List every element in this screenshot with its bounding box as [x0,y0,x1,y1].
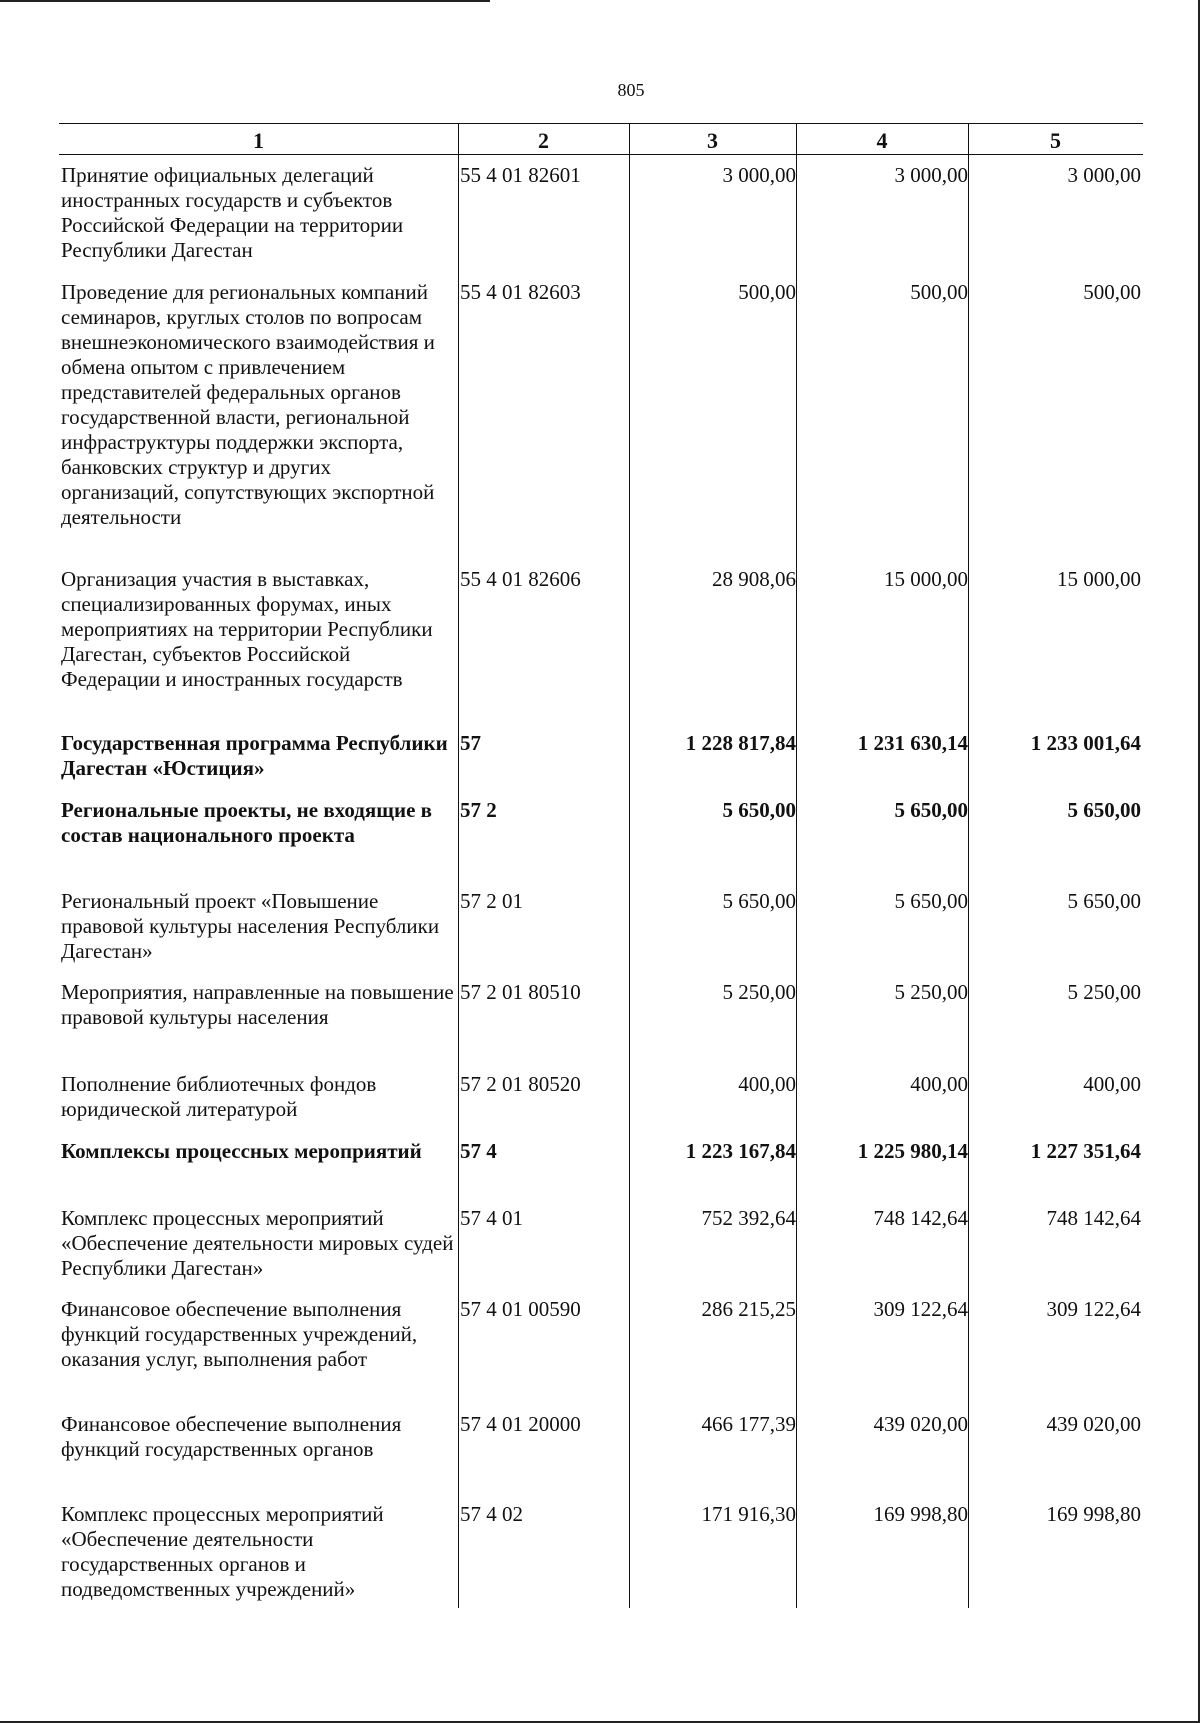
row-code: 57 2 01 80520 [460,1072,581,1096]
row-code: 57 4 01 20000 [460,1412,581,1436]
row-code: 57 [460,731,481,755]
row-description: Принятие официальных делегаций иностранных государств и субъектов Российской Федерации на территории Республики Дагестан [61,163,404,262]
column-divider-1 [458,123,459,1608]
header-col-2: 2 [538,128,549,153]
scan-border-top [0,0,490,2]
row-value-col3: 500,00 [738,280,796,304]
row-value-col4: 5 650,00 [894,889,968,913]
row-value-col5: 5 650,00 [1067,798,1141,822]
row-value-col5: 5 250,00 [1067,980,1141,1004]
row-value-col4: 15 000,00 [884,567,968,591]
row-value-col5: 1 227 351,64 [1030,1139,1141,1163]
row-value-col4: 309 122,64 [873,1297,968,1321]
row-value-col3: 5 250,00 [722,980,796,1004]
row-description: Проведение для региональных компаний семинаров, круглых столов по вопросам внешнеэкономического взаимодействия и обмена опытом с привлечением представителей федеральных органов государственной власти, региональной инфраструктуры поддержки экспорта, банковских структур и других организаций, сопутствующих экспортной деятельности [61,280,435,529]
row-value-col3: 171 916,30 [701,1502,796,1526]
row-description: Финансовое обеспечение выполнения функций государственных учреждений, оказания услуг, выполнения работ [61,1297,418,1371]
row-value-col4: 5 650,00 [894,798,968,822]
row-value-col4: 3 000,00 [894,163,968,187]
row-description: Организация участия в выставках, специализированных форумах, иных мероприятиях на территории Республики Дагестан, субъектов Российской Федерации и иностранных государств [61,567,433,691]
header-col-3: 3 [707,128,718,153]
table-header-row [59,124,1143,154]
row-value-col3: 400,00 [738,1072,796,1096]
row-value-col5: 5 650,00 [1067,889,1141,913]
row-description: Государственная программа Республики Дагестан «Юстиция» [61,731,448,780]
row-value-col3: 28 908,06 [712,567,796,591]
header-col-4: 4 [876,128,888,153]
row-code: 55 4 01 82606 [460,567,581,591]
row-value-col3: 286 215,25 [701,1297,796,1321]
row-value-col5: 400,00 [1083,1072,1141,1096]
row-value-col4: 748 142,64 [873,1206,968,1230]
row-value-col5: 169 998,80 [1046,1502,1141,1526]
row-value-col4: 400,00 [910,1072,968,1096]
row-code: 57 2 01 [460,889,523,913]
row-description: Комплекс процессных мероприятий «Обеспечение деятельности мировых судей Республики Дагестан» [61,1206,454,1280]
row-value-col5: 748 142,64 [1046,1206,1141,1230]
header-col-1: 1 [253,128,264,153]
row-code: 57 2 [460,798,497,822]
header-col-5: 5 [1050,128,1061,153]
row-code: 57 4 02 [460,1502,523,1526]
row-value-col4: 1 231 630,14 [857,731,968,755]
row-code: 57 4 [460,1139,497,1163]
row-value-col5: 500,00 [1083,280,1141,304]
column-divider-2 [629,123,630,1608]
row-value-col4: 169 998,80 [873,1502,968,1526]
row-value-col5: 3 000,00 [1067,163,1141,187]
row-value-col4: 500,00 [910,280,968,304]
row-value-col5: 15 000,00 [1057,567,1141,591]
column-divider-4 [968,123,969,1608]
row-description: Финансовое обеспечение выполнения функций государственных органов [61,1412,402,1461]
row-value-col3: 3 000,00 [722,163,796,187]
row-value-col4: 1 225 980,14 [857,1139,968,1163]
row-description: Региональные проекты, не входящие в состав национального проекта [61,798,432,847]
row-description: Пополнение библиотечных фондов юридической литературой [61,1072,377,1121]
column-divider-3 [796,123,797,1608]
row-value-col5: 439 020,00 [1046,1412,1141,1436]
row-value-col5: 1 233 001,64 [1030,731,1141,755]
row-value-col4: 5 250,00 [894,980,968,1004]
row-description: Мероприятия, направленные на повышение правовой культуры населения [61,980,454,1029]
row-value-col3: 5 650,00 [722,798,796,822]
row-code: 57 4 01 00590 [460,1297,581,1321]
row-code: 55 4 01 82601 [460,163,581,187]
row-value-col3: 1 223 167,84 [685,1139,796,1163]
row-value-col4: 439 020,00 [873,1412,968,1436]
row-value-col3: 5 650,00 [722,889,796,913]
table-header-bottom-rule [59,154,1143,155]
row-description: Региональный проект «Повышение правовой культуры населения Республики Дагестан» [61,889,440,963]
row-value-col3: 466 177,39 [701,1412,796,1436]
row-code: 57 2 01 80510 [460,980,581,1004]
page-number: 805 [617,80,645,100]
row-value-col5: 309 122,64 [1046,1297,1141,1321]
row-description: Комплексы процессных мероприятий [61,1139,422,1163]
row-code: 57 4 01 [460,1206,523,1230]
row-code: 55 4 01 82603 [460,280,581,304]
row-description: Комплекс процессных мероприятий «Обеспечение деятельности государственных органов и подведомственных учреждений» [61,1502,384,1601]
row-value-col3: 752 392,64 [701,1206,796,1230]
row-value-col3: 1 228 817,84 [685,731,796,755]
